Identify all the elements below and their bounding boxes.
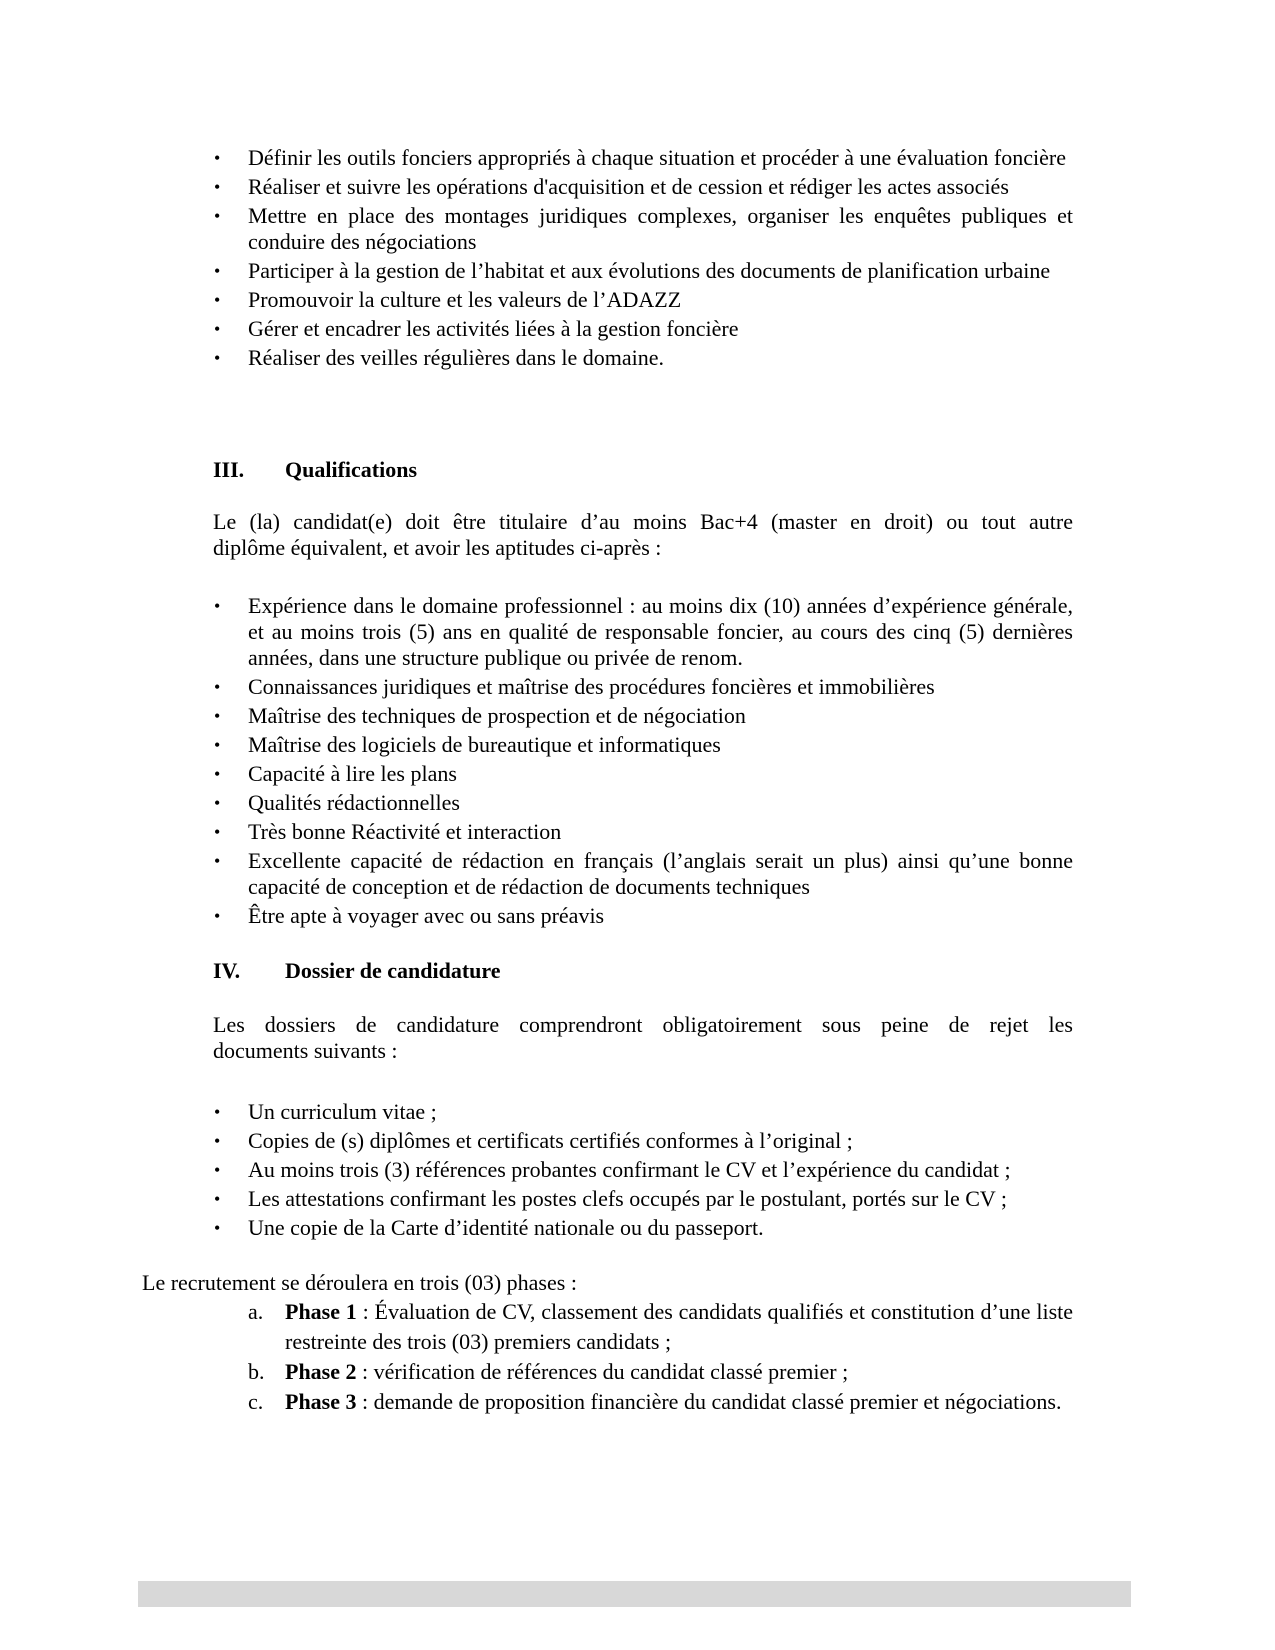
phase-item: a. Phase 1 : Évaluation de CV, classement des candidats qualifiés et constitution d’une liste restreinte des trois (03) premiers candidats ;	[248, 1299, 1074, 1354]
bullet-icon: •	[214, 319, 221, 339]
bullet-icon: •	[214, 1102, 221, 1122]
bullet-icon: •	[214, 148, 221, 168]
bullet-icon: •	[214, 822, 221, 842]
list-item: • Maîtrise des logiciels de bureautique et informatiques	[214, 732, 721, 757]
list-item: • Maîtrise des techniques de prospection et de négociation	[214, 703, 746, 728]
phase-item: c. Phase 3 : demande de proposition financière du candidat classé premier et négociations.	[248, 1387, 1073, 1417]
bullet-icon: •	[214, 735, 221, 755]
list-item: • Capacité à lire les plans	[214, 761, 457, 786]
bullet-icon: •	[214, 706, 221, 726]
list-item: • Expérience dans le domaine professionnel : au moins dix (10) années d’expérience générale, et au moins trois (5) ans en qualité de responsable foncier, au cours des cinq (5) dernières années, dans une structure publique ou privée de renom.	[214, 593, 1073, 670]
dossier-list	[213, 1099, 1073, 1241]
bullet-icon: •	[214, 1131, 221, 1151]
list-item: • Être apte à voyager avec ou sans préavis	[214, 903, 605, 928]
list-item: • Une copie de la Carte d’identité nationale ou du passeport.	[214, 1215, 764, 1240]
section-heading-dossier: IV. Dossier de candidature	[213, 958, 501, 983]
bullet-icon: •	[214, 851, 221, 871]
list-item: • Un curriculum vitae ;	[214, 1099, 437, 1124]
bullet-icon: •	[214, 764, 221, 784]
list-item: • Promouvoir la culture et les valeurs de l’ADAZZ	[214, 287, 682, 312]
bullet-icon: •	[214, 1189, 221, 1209]
list-item: • Qualités rédactionnelles	[214, 790, 460, 815]
qualifications-list-container	[213, 593, 1073, 932]
list-item: • Copies de (s) diplômes et certificats certifiés conformes à l’original ;	[214, 1128, 853, 1153]
qualifications-list	[213, 593, 1073, 929]
bullet-icon: •	[214, 348, 221, 368]
list-item: • Connaissances juridiques et maîtrise des procédures foncières et immobilières	[214, 674, 935, 699]
bullet-icon: •	[214, 793, 221, 813]
dossier-intro: Les dossiers de candidature comprendront obligatoirement sous peine de rejet les documents suivants :	[213, 1012, 1073, 1063]
bullet-icon: •	[214, 1218, 221, 1238]
list-item: • Excellente capacité de rédaction en français (l’anglais serait un plus) ainsi qu’une bonne capacité de conception et de rédaction de documents techniques	[214, 848, 1073, 899]
list-item: • Très bonne Réactivité et interaction	[214, 819, 562, 844]
bullet-icon: •	[214, 1160, 221, 1180]
list-item: • Les attestations confirmant les postes clefs occupés par le postulant, portés sur le CV ;	[214, 1186, 1008, 1211]
list-item: • Définir les outils fonciers appropriés à chaque situation et procéder à une évaluation foncière	[214, 145, 1066, 170]
qualifications-intro: Le (la) candidat(e) doit être titulaire d’au moins Bac+4 (master en droit) ou tout autre diplôme équivalent, et avoir les aptitudes ci-après :	[213, 509, 1073, 560]
list-marker: c.	[248, 1389, 264, 1414]
bullet-icon: •	[214, 596, 221, 616]
responsibilities-list	[213, 145, 1073, 371]
list-marker: b.	[248, 1359, 265, 1384]
bullet-icon: •	[214, 261, 221, 281]
list-item: • Gérer et encadrer les activités liées à la gestion foncière	[214, 316, 739, 341]
responsibilities-list-container	[213, 145, 1073, 374]
bullet-icon: •	[214, 177, 221, 197]
bullet-icon: •	[214, 206, 221, 226]
list-marker: a.	[248, 1299, 264, 1324]
recruitment-intro: Le recrutement se déroulera en trois (03) phases :	[142, 1270, 577, 1295]
footer-bar	[138, 1581, 1131, 1607]
recruitment-phases-list	[248, 1297, 1073, 1417]
list-item: • Au moins trois (3) références probantes confirmant le CV et l’expérience du candidat ;	[214, 1157, 1011, 1182]
section-heading-qualifications: III. Qualifications	[213, 457, 418, 482]
phase-item: b. Phase 2 : vérification de références du candidat classé premier ;	[248, 1357, 1073, 1387]
dossier-list-container	[213, 1099, 1073, 1244]
list-item: • Réaliser des veilles régulières dans le domaine.	[214, 345, 665, 370]
bullet-icon: •	[214, 906, 221, 926]
bullet-icon: •	[214, 290, 221, 310]
list-item: • Participer à la gestion de l’habitat et aux évolutions des documents de planification urbaine	[214, 258, 1051, 283]
list-item: • Mettre en place des montages juridiques complexes, organiser les enquêtes publiques et conduire des négociations	[214, 203, 1073, 254]
bullet-icon: •	[214, 677, 221, 697]
list-item: • Réaliser et suivre les opérations d'acquisition et de cession et rédiger les actes associés	[214, 174, 1009, 199]
